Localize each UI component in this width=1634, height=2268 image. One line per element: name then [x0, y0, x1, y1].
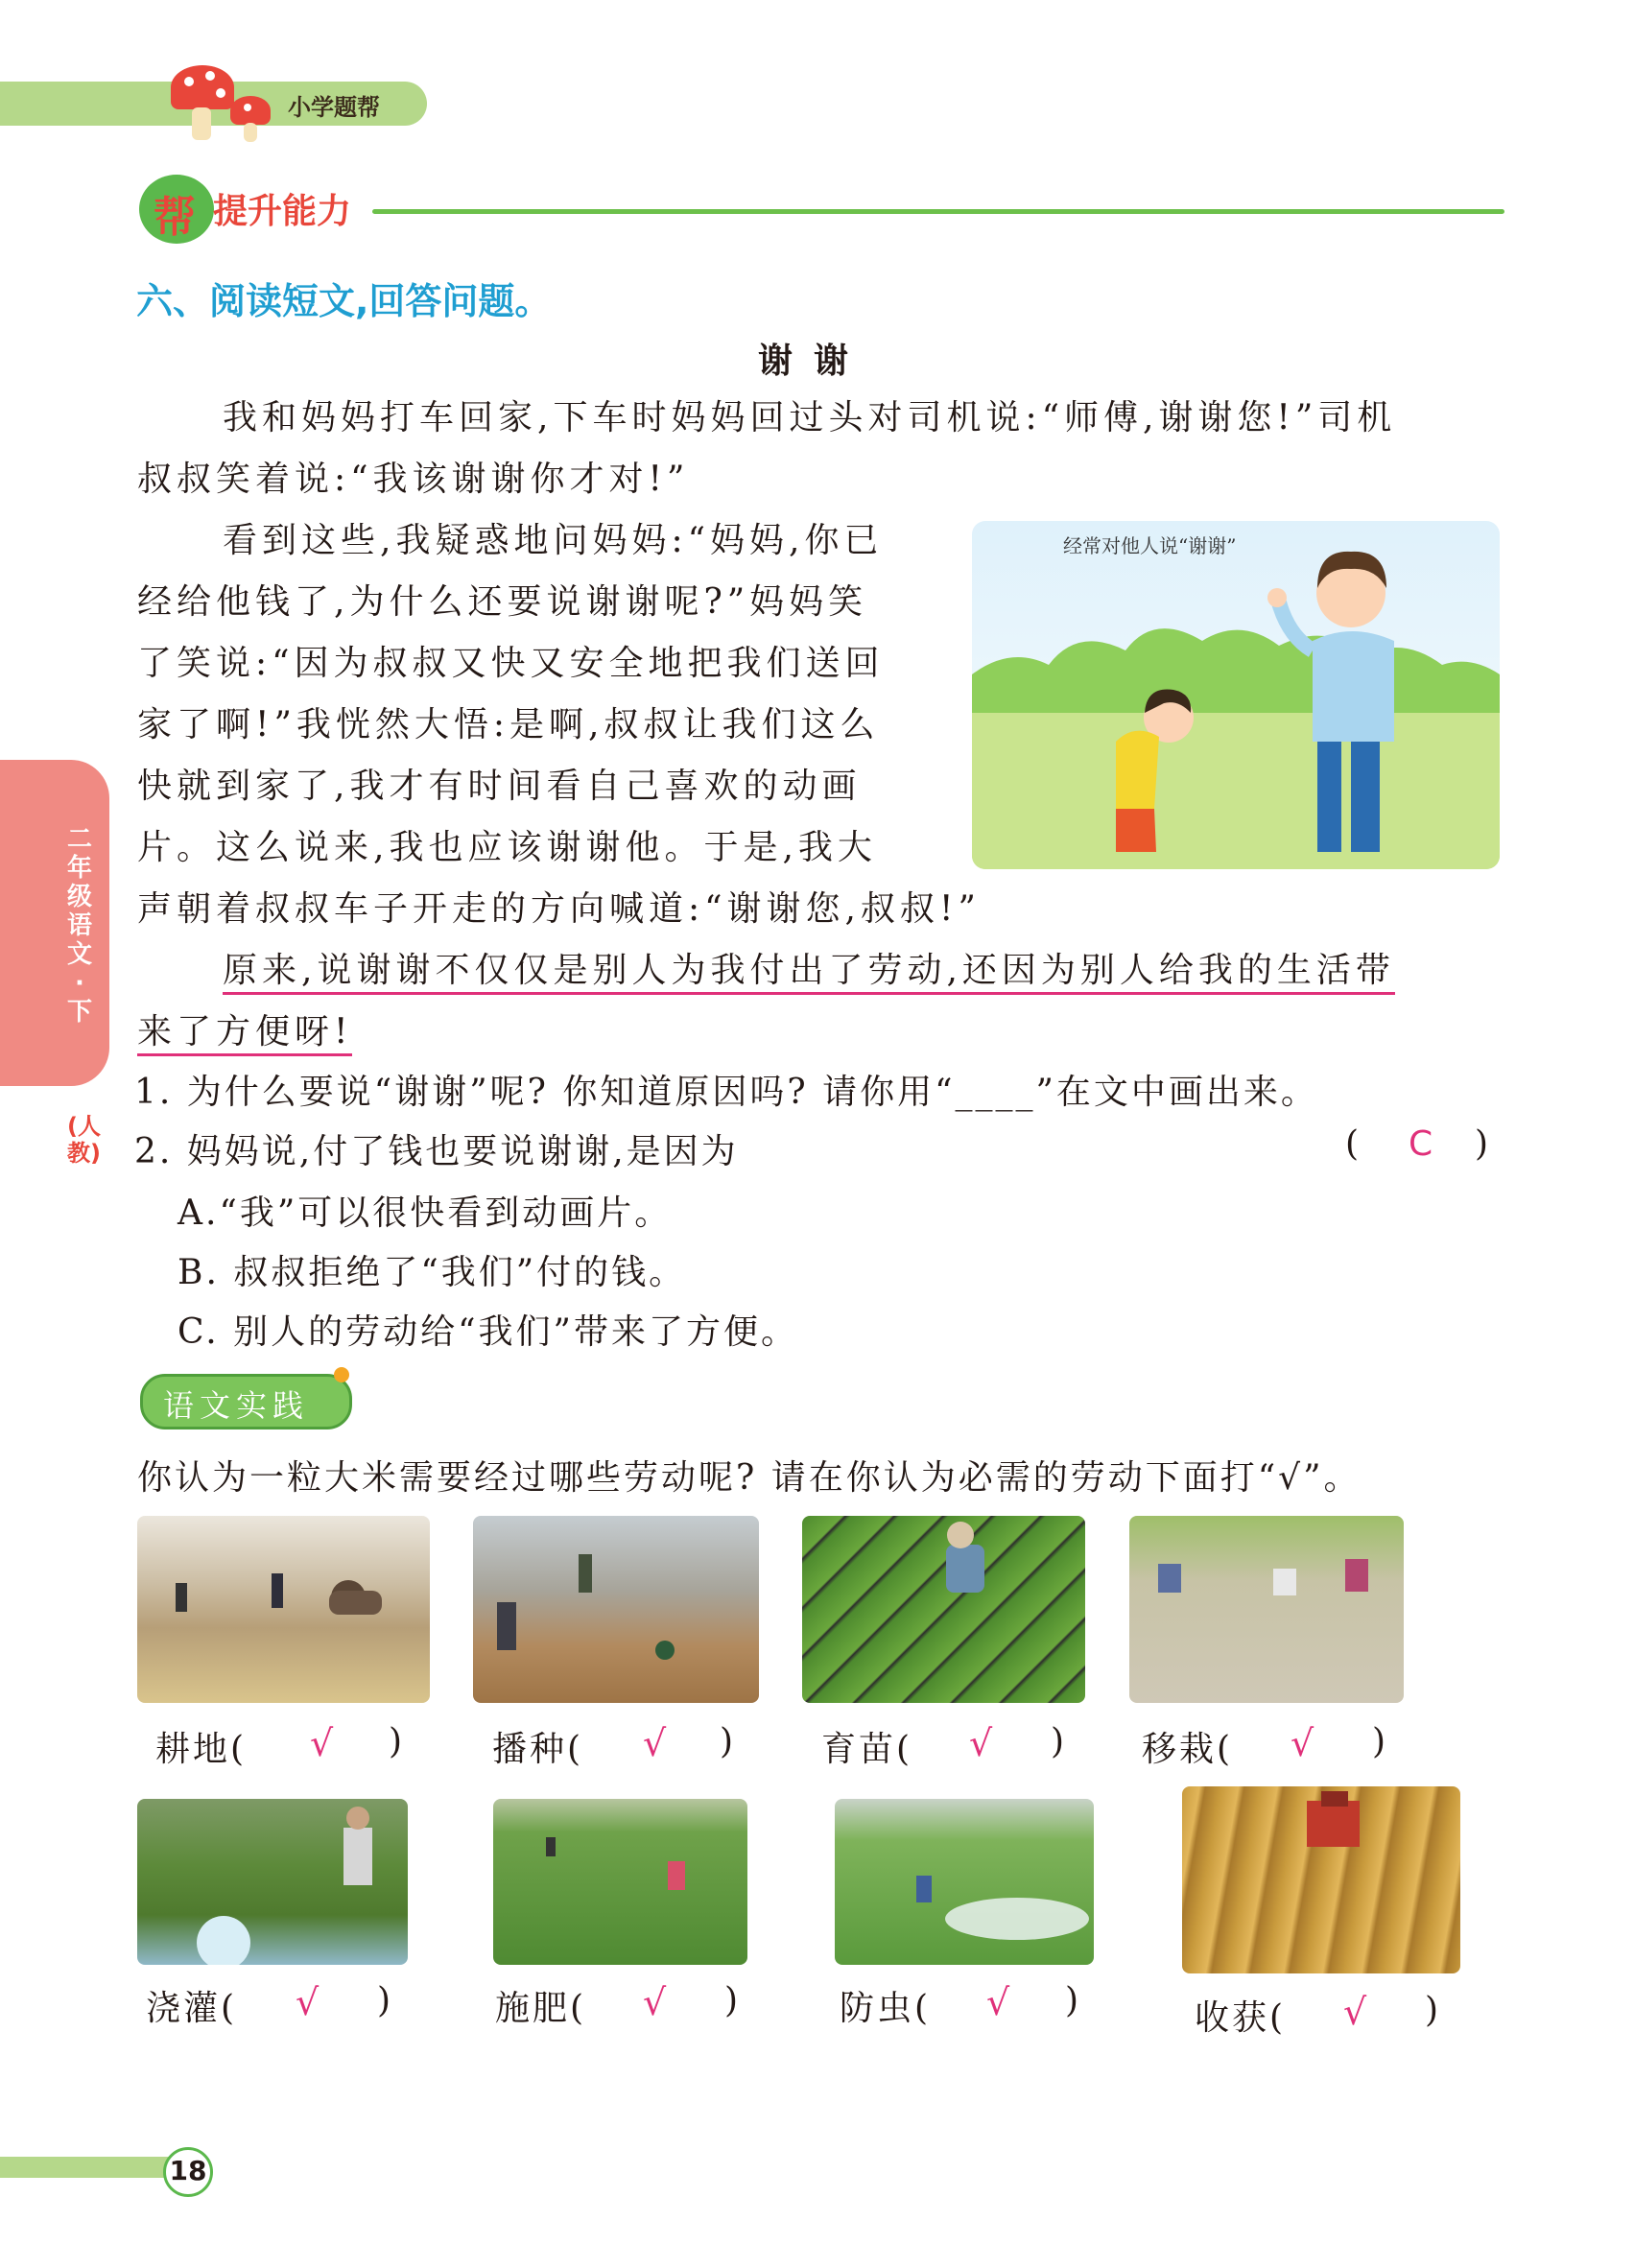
- photo-seedling: [802, 1516, 1085, 1703]
- check-plowing: √: [310, 1722, 334, 1764]
- answer-choice: C: [1409, 1124, 1433, 1164]
- story-line: 家了啊!”我恍然大悟:是啊,叔叔让我们这么: [137, 705, 880, 744]
- label-plowing: 耕地(: [155, 1730, 248, 1769]
- photo-plowing: [137, 1516, 430, 1703]
- label-pest-control: 防虫(: [840, 1989, 932, 2028]
- question-2: 2. 妈妈说,付了钱也要说谢谢,是因为: [134, 1132, 739, 1171]
- story-title: 谢谢: [758, 341, 870, 381]
- brand-name: 小学题帮: [288, 94, 380, 121]
- check-seedling: √: [969, 1722, 993, 1764]
- illustration-drawing: [972, 521, 1500, 869]
- paren-sowing: ): [720, 1722, 737, 1761]
- paren-transplant: ): [1372, 1722, 1389, 1761]
- photo-pest-control: [835, 1799, 1094, 1965]
- story-line: 我和妈妈打车回家,下车时妈妈回过头对司机说:“师傅,谢谢您!”司机: [223, 398, 1397, 437]
- answer-paren-close: ): [1475, 1124, 1492, 1164]
- option-a: A.“我”可以很快看到动画片。: [178, 1193, 673, 1233]
- photo-irrigation: [137, 1799, 408, 1965]
- mushroom-logo: [163, 58, 278, 144]
- paren-pest-control: ): [1065, 1981, 1082, 2020]
- photo-sowing: [473, 1516, 759, 1703]
- option-c: C. 别人的劳动给“我们”带来了方便。: [178, 1312, 798, 1352]
- section-title: 提升能力: [213, 192, 352, 231]
- label-fertilize: 施肥(: [495, 1989, 587, 2028]
- section-badge-char: 帮: [154, 193, 196, 242]
- check-irrigation: √: [296, 1981, 320, 2023]
- paren-irrigation: ): [377, 1981, 394, 2020]
- practice-title: 语文实践: [163, 1387, 310, 1424]
- story-line: 叔叔笑着说:“我该谢谢你才对!”: [137, 460, 690, 499]
- question-heading: 六、阅读短文,回答问题。: [136, 280, 552, 322]
- story-line: 声朝着叔叔车子开走的方向喊道:“谢谢您,叔叔!”: [137, 889, 981, 929]
- story-line: 看到这些,我疑惑地问妈妈:“妈妈,你已: [223, 521, 884, 560]
- photo-transplant: [1129, 1516, 1404, 1703]
- section-divider: [372, 209, 1504, 214]
- paren-fertilize: ): [724, 1981, 742, 2020]
- photo-fertilize: [493, 1799, 747, 1965]
- page-number: 18: [169, 2155, 207, 2186]
- label-harvest: 收获(: [1195, 1998, 1287, 2038]
- paren-harvest: ): [1425, 1991, 1442, 2030]
- label-sowing: 播种(: [492, 1730, 584, 1769]
- edition-label: (人教): [67, 1113, 101, 1167]
- option-b: B. 叔叔拒绝了“我们”付的钱。: [178, 1253, 687, 1292]
- answer-paren-open: (: [1345, 1124, 1362, 1164]
- check-pest-control: √: [986, 1981, 1010, 2023]
- grade-label: 二年级语文·下: [66, 825, 92, 1027]
- story-line-underlined: [137, 1002, 352, 1063]
- photo-harvest: [1182, 1786, 1460, 1973]
- answer-underline: 来了方便呀!: [137, 1012, 352, 1056]
- illustration-caption: 经常对他人说“谢谢”: [1063, 534, 1237, 557]
- paren-plowing: ): [389, 1722, 406, 1761]
- story-illustration: [972, 521, 1500, 869]
- question-1: 1. 为什么要说“谢谢”呢? 你知道原因吗? 请你用“____”在文中画出来。: [134, 1073, 1318, 1112]
- story-line: 了笑说:“因为叔叔又快又安全地把我们送回: [137, 644, 885, 683]
- practice-badge-dot: [334, 1367, 349, 1382]
- story-line: 片。这么说来,我也应该谢谢他。于是,我大: [137, 828, 877, 867]
- check-fertilize: √: [643, 1981, 667, 2023]
- practice-instruction: 你认为一粒大米需要经过哪些劳动呢? 请在你认为必需的劳动下面打“√”。: [137, 1458, 1362, 1498]
- story-line: 快就到家了,我才有时间看自己喜欢的动画: [137, 767, 862, 806]
- label-irrigation: 浇灌(: [146, 1989, 238, 2028]
- check-transplant: √: [1291, 1722, 1314, 1764]
- story-line-underlined: [223, 940, 1395, 1002]
- paren-seedling: ): [1051, 1722, 1068, 1761]
- label-transplant: 移栽(: [1142, 1730, 1234, 1769]
- answer-underline: 原来,说谢谢不仅仅是别人为我付出了劳动,还因为别人给我的生活带: [223, 951, 1395, 995]
- label-seedling: 育苗(: [821, 1730, 913, 1769]
- story-line: 经给他钱了,为什么还要说谢谢呢?”妈妈笑: [137, 582, 868, 622]
- check-harvest: √: [1343, 1991, 1367, 2033]
- check-sowing: √: [643, 1722, 667, 1764]
